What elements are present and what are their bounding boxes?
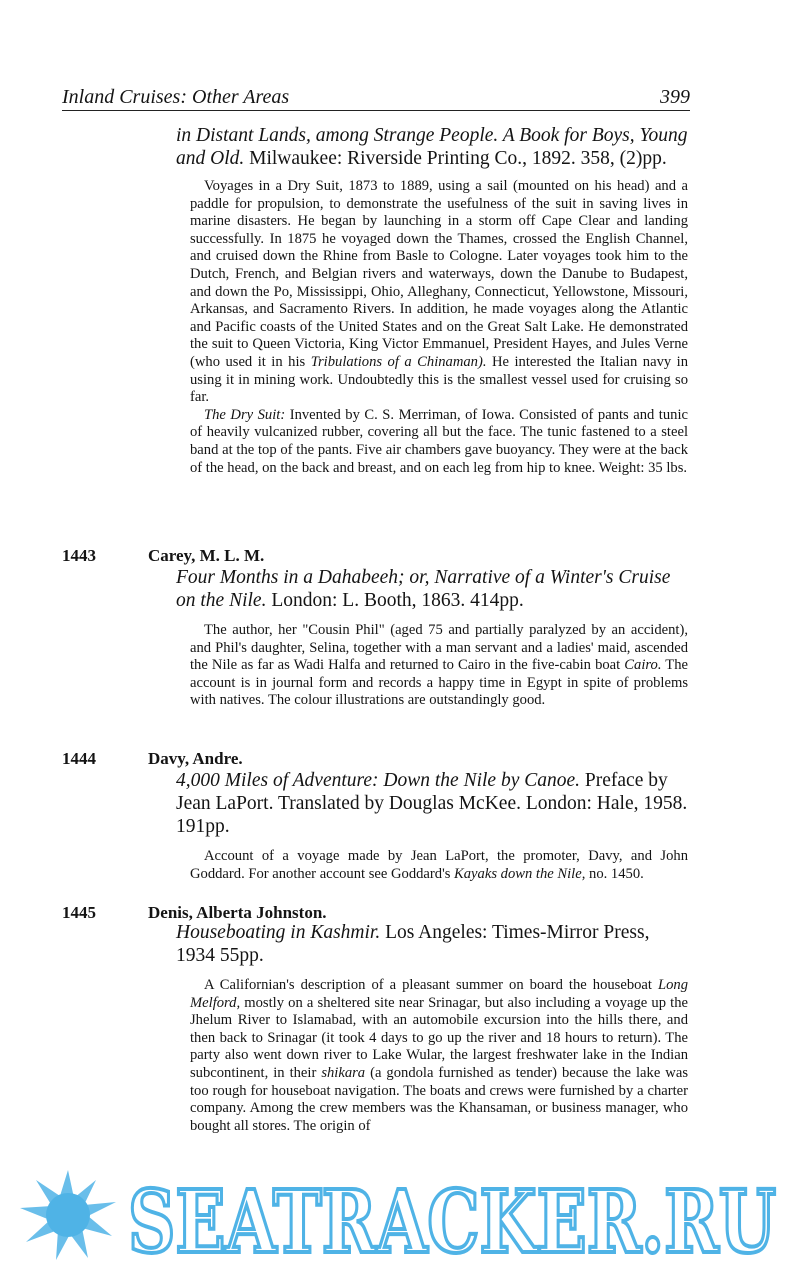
citation — [176, 921, 688, 967]
description: A Californian's description of a pleasant summer on board the houseboat Long Melford, mostly on a sheltered site near Srinagar, but also including a voyage up the Jhelum River to Islamabad, with an automobile excursion into the hills there, and then back to Srinagar (it took 4 days to go up the river and 18 hours to return). The party also went down river to Lake Wular, the largest freshwater lake in the Indian subcontinent, in their shikara (a gondola furnished as tender) because the lake was too rough for houseboat navigation. The boats and crews were furnished by a charter company. Among the crew members was the Khansaman, or business manager, who bought all stores. The origin of — [190, 977, 688, 1134]
watermark-text: SEATRACKER.RU — [128, 1172, 776, 1273]
header-rule — [62, 110, 690, 111]
description: Account of a voyage made by Jean LaPort, the promoter, Davy, and John Goddard. For another account see Goddard's Kayaks down the Nile, no. 1450. — [190, 848, 688, 882]
citation — [176, 566, 688, 612]
description-dry-suit: The Dry Suit: Invented by C. S. Merriman, of Iowa. Consisted of pants and tunic of heavily vulcanized rubber, covering all but the face. The tunic fastened to a steel band at the top of the pants. Five air chambers gave buoyancy. They were at the back of the head, on the back and breast, and on each leg from hip to knee. Weight: 35 lbs. — [190, 406, 688, 476]
publication: Preface by Jean LaPort. Translated by Douglas McKee. London: Hale, 1958. 191pp. — [176, 770, 688, 837]
book-title: Houseboating in Kashmir. — [176, 922, 381, 943]
entry-author: Carey, M. L. M. — [148, 546, 265, 565]
entry-1445 — [176, 921, 688, 1135]
book-title: 4,000 Miles of Adventure: Down the Nile by Canoe. — [176, 770, 581, 791]
description: Voyages in a Dry Suit, 1873 to 1889, using a sail (mounted on his head) and a paddle for propulsion, to demonstrate the usefulness of the suit in saving lives in marine disasters. He began by launching in a storm off Cape Clear and landing successfully. In 1875 he voyaged down the Thames, crossed the English Channel, and cruised down the Rhine from Basle to Cologne. Later voyages took him to the Dutch, French, and Belgian rivers and waterways, down the Danube to Budapest, and down the Po, Mississippi, Ohio, Alleghany, Connecticut, Yellowstone, Missouri, Arkansas, and Sacramento Rivers. In addition, he made voyages along the Atlantic and Pacific coasts of the United States and on the Great Salt Lake. He demonstrated the suit to Queen Victoria, King Victor Emmanuel, President Hayes, and Jules Verne (who used it in his Tribulations of a Chinaman). He interested the Italian navy in using it in mining work. Undoubtedly this is the smallest vessel used for cruising so far. — [190, 178, 689, 406]
entry-number: 1443 — [62, 546, 96, 565]
book-title: in Distant Lands, among Strange People. A Book for Boys, Young and Old. — [176, 125, 688, 169]
book-title: Four Months in a Dahabeeh; or, Narrative of a Winter's Cruise on the Nile. — [176, 567, 671, 611]
publication: Los Angeles: Times-Mirror Press, 1934 55pp. — [176, 922, 650, 966]
entry-author: Davy, Andre. — [148, 749, 243, 768]
description: The author, her "Cousin Phil" (aged 75 and partially paralyzed by an accident), and Phil's daughter, Selina, together with a man servant and a ladies' maid, ascended the Nile as far as Wadi Halfa and returned to Cairo in the five-cabin boat Cairo. The account is in journal form and records a happy time in Egypt in spite of problems with natives. The colour illustrations are outstandingly good. — [190, 622, 688, 709]
publication: London: L. Booth, 1863. 414pp. — [271, 590, 524, 611]
watermark — [0, 1150, 795, 1273]
entry-1444 — [176, 769, 688, 883]
entry-1443 — [176, 566, 688, 710]
publication: Milwaukee: Riverside Printing Co., 1892. 358, (2)pp. — [249, 148, 667, 169]
page-number: 399 — [660, 86, 690, 108]
entry-number: 1445 — [62, 903, 96, 922]
entry-number: 1444 — [62, 749, 96, 768]
sun-logo-icon — [20, 1170, 116, 1260]
running-header — [62, 86, 690, 108]
citation — [176, 769, 688, 838]
running-title: Inland Cruises: Other Areas — [62, 86, 290, 108]
citation — [176, 124, 688, 170]
continued-entry — [176, 124, 688, 477]
entry-author: Denis, Alberta Johnston. — [148, 903, 327, 922]
